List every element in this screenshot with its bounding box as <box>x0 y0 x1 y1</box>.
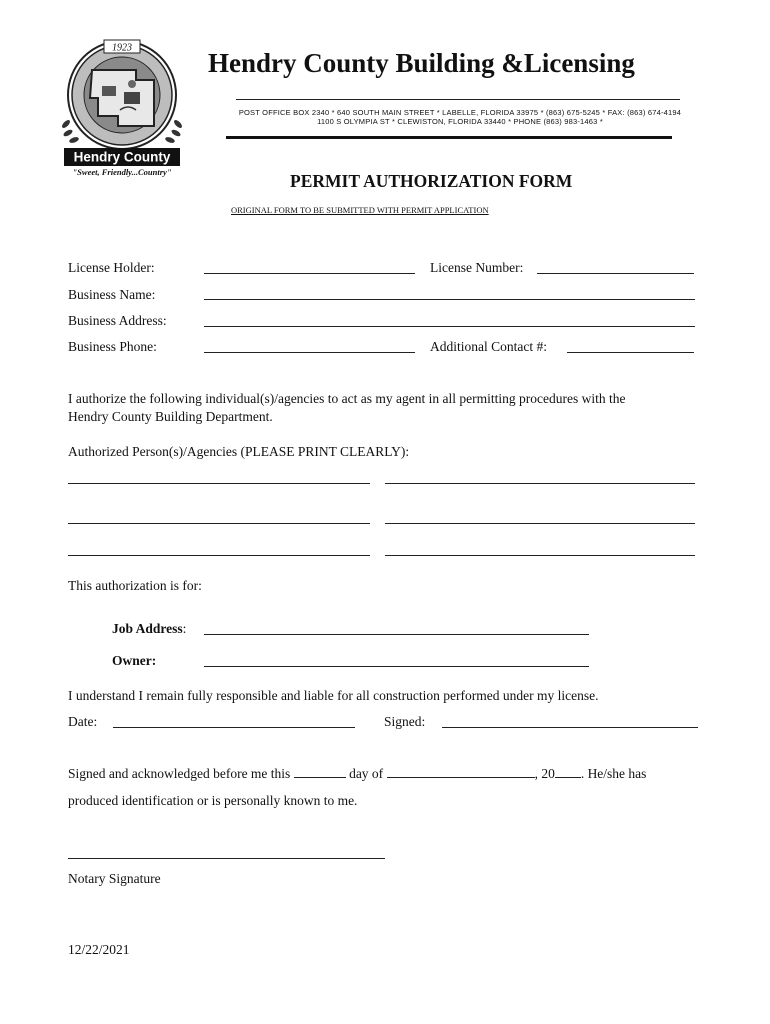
notary-ack-line <box>68 766 646 782</box>
notary-signature-label: Notary Signature <box>68 871 161 886</box>
signed-field[interactable] <box>442 727 698 728</box>
job-address-text: Job Address <box>112 621 183 636</box>
page-title: Hendry County Building &Licensing <box>208 48 635 78</box>
address-line-1: POST OFFICE BOX 2340 * 640 SOUTH MAIN STREET * LABELLE, FLORIDA 33975 * (863) 675-5245 * FAX: (863) 674-4194 <box>238 108 682 117</box>
notary-comma-20-text: , 20 <box>534 766 555 781</box>
notary-day-field[interactable] <box>294 766 346 778</box>
authorized-person-field[interactable] <box>385 523 695 524</box>
authorized-person-field[interactable] <box>68 523 370 524</box>
authorized-person-field[interactable] <box>385 483 695 484</box>
notary-produced-text: produced identification or is personally known to me. <box>68 793 358 808</box>
owner-field[interactable] <box>204 666 589 667</box>
seal-year: 1923 <box>112 42 132 54</box>
additional-contact-field[interactable] <box>567 352 694 353</box>
authorized-persons-label: Authorized Person(s)/Agencies (PLEASE PRINT CLEARLY): <box>68 444 410 459</box>
seal-motto: "Sweet, Friendly...Country" <box>72 167 172 177</box>
job-address-colon: : <box>182 621 187 636</box>
additional-contact-label: Additional Contact #: <box>430 339 547 354</box>
business-address-field[interactable] <box>204 326 695 327</box>
date-label: Date: <box>68 714 98 729</box>
address-line-2: 1100 S OLYMPIA ST * CLEWISTON, FLORIDA 33440 * PHONE (863) 983-1463 * <box>317 117 603 126</box>
header-rule-thin <box>236 99 680 100</box>
responsibility-statement: I understand I remain fully responsible and liable for all construction performed under my license. <box>68 688 599 703</box>
authorized-person-field[interactable] <box>68 483 370 484</box>
authorization-for-label: This authorization is for: <box>68 578 202 593</box>
business-address-label: Business Address: <box>68 313 167 328</box>
authorization-statement-line-2: Hendry County Building Department. <box>68 409 273 424</box>
notary-year-field[interactable] <box>555 766 581 778</box>
owner-label: Owner: <box>112 653 157 668</box>
license-number-label: License Number: <box>430 260 524 275</box>
form-subtitle: ORIGINAL FORM TO BE SUBMITTED WITH PERMIT APPLICATION <box>231 205 489 215</box>
seal-county-name: Hendry County <box>73 149 171 165</box>
business-phone-label: Business Phone: <box>68 339 157 354</box>
authorized-person-field[interactable] <box>385 555 695 556</box>
license-number-field[interactable] <box>537 273 694 274</box>
signed-label: Signed: <box>384 714 426 729</box>
job-address-label <box>112 621 186 637</box>
county-seal-logo <box>62 38 182 178</box>
footer-date: 12/22/2021 <box>68 942 130 957</box>
notary-day-of-text: day of <box>349 766 384 781</box>
authorized-person-field[interactable] <box>68 555 370 556</box>
business-phone-field[interactable] <box>204 352 415 353</box>
license-holder-label: License Holder: <box>68 260 155 275</box>
notary-signature-field[interactable] <box>68 858 385 859</box>
business-name-label: Business Name: <box>68 287 156 302</box>
job-address-field[interactable] <box>204 634 589 635</box>
header-rule-thick <box>226 136 672 139</box>
business-name-field[interactable] <box>204 299 695 300</box>
authorization-statement-line-1: I authorize the following individual(s)/agencies to act as my agent in all permitting procedures with the <box>68 391 626 406</box>
form-title: PERMIT AUTHORIZATION FORM <box>290 171 573 191</box>
notary-month-field[interactable] <box>387 766 535 778</box>
notary-he-she-text: . He/she has <box>580 766 647 781</box>
license-holder-field[interactable] <box>204 273 415 274</box>
date-field[interactable] <box>113 727 355 728</box>
notary-signed-ack-text: Signed and acknowledged before me this <box>68 766 291 781</box>
